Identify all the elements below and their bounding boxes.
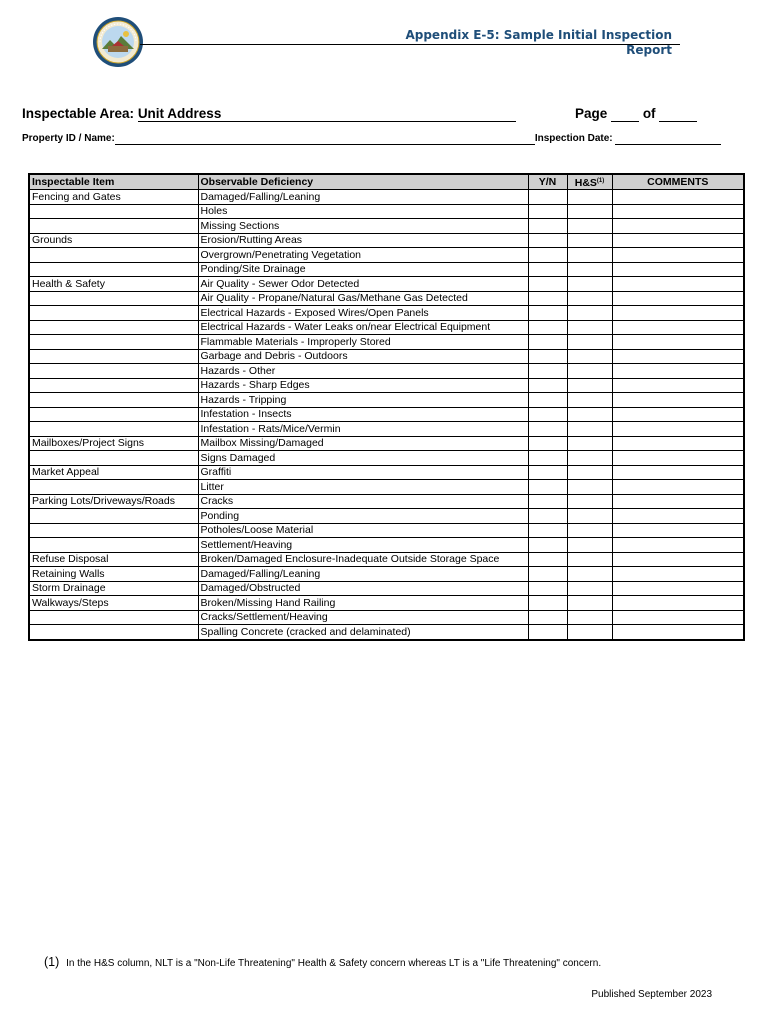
table-row (29, 407, 744, 422)
item-cell (29, 451, 198, 466)
deficiency-cell: Hazards - Sharp Edges (198, 378, 528, 393)
page-of-label: of (642, 106, 656, 121)
item-cell (29, 625, 198, 640)
property-id-label: Property ID / Name: (22, 133, 115, 144)
yn-cell[interactable] (528, 277, 567, 292)
header-hs (567, 174, 612, 190)
yn-cell[interactable] (528, 219, 567, 234)
hs-cell[interactable] (567, 610, 612, 625)
yn-cell[interactable] (528, 335, 567, 350)
table-row (29, 538, 744, 553)
yn-cell[interactable] (528, 364, 567, 379)
item-cell (29, 335, 198, 350)
comments-cell[interactable] (612, 436, 744, 451)
page-label: Page (575, 106, 608, 121)
header-observable-deficiency: Observable Deficiency (198, 174, 528, 190)
comments-cell[interactable] (612, 581, 744, 596)
item-cell (29, 538, 198, 553)
table-row (29, 219, 744, 234)
item-cell (29, 480, 198, 495)
comments-cell[interactable] (612, 567, 744, 582)
hs-cell[interactable] (567, 378, 612, 393)
item-cell: Fencing and Gates (29, 190, 198, 205)
comments-cell[interactable] (612, 277, 744, 292)
yn-cell[interactable] (528, 393, 567, 408)
comments-cell[interactable] (612, 610, 744, 625)
item-cell (29, 393, 198, 408)
table-row (29, 451, 744, 466)
hs-cell[interactable] (567, 494, 612, 509)
header-hs-footnote-ref: (1) (596, 178, 605, 184)
item-cell (29, 349, 198, 364)
table-row (29, 567, 744, 582)
hs-cell[interactable] (567, 190, 612, 205)
hs-cell[interactable] (567, 480, 612, 495)
item-cell: Health & Safety (29, 277, 198, 292)
table-row (29, 523, 744, 538)
comments-cell[interactable] (612, 190, 744, 205)
deficiency-cell: Spalling Concrete (cracked and delaminated) (198, 625, 528, 640)
yn-cell[interactable] (528, 233, 567, 248)
yn-cell[interactable] (528, 509, 567, 524)
yn-cell[interactable] (528, 190, 567, 205)
table-row (29, 494, 744, 509)
yn-cell[interactable] (528, 320, 567, 335)
item-cell: Market Appeal (29, 465, 198, 480)
table-row (29, 306, 744, 321)
comments-cell[interactable] (612, 523, 744, 538)
deficiency-cell: Hazards - Other (198, 364, 528, 379)
hs-cell[interactable] (567, 538, 612, 553)
yn-cell[interactable] (528, 610, 567, 625)
page-number-field[interactable] (611, 106, 639, 122)
inspectable-area-field[interactable]: Unit Address (138, 106, 516, 122)
deficiency-cell: Potholes/Loose Material (198, 523, 528, 538)
yn-cell[interactable] (528, 625, 567, 640)
header-inspectable-item: Inspectable Item (29, 174, 198, 190)
item-cell: Parking Lots/Driveways/Roads (29, 494, 198, 509)
table-row (29, 291, 744, 306)
deficiency-cell: Graffiti (198, 465, 528, 480)
hs-cell[interactable] (567, 436, 612, 451)
item-cell: Walkways/Steps (29, 596, 198, 611)
published-date: Published September 2023 (591, 989, 712, 1000)
property-id-field[interactable] (115, 133, 535, 145)
deficiency-cell: Broken/Missing Hand Railing (198, 596, 528, 611)
deficiency-cell: Signs Damaged (198, 451, 528, 466)
hs-cell[interactable] (567, 219, 612, 234)
deficiency-cell: Infestation - Insects (198, 407, 528, 422)
yn-cell[interactable] (528, 262, 567, 277)
inspection-date-label: Inspection Date: (534, 133, 613, 144)
item-cell: Refuse Disposal (29, 552, 198, 567)
hs-cell[interactable] (567, 306, 612, 321)
hs-cell[interactable] (567, 349, 612, 364)
item-cell (29, 291, 198, 306)
item-cell (29, 262, 198, 277)
table-row (29, 335, 744, 350)
inspectable-area-line (22, 106, 516, 122)
table-row (29, 364, 744, 379)
document-title (332, 28, 672, 58)
hs-cell[interactable] (567, 465, 612, 480)
deficiency-cell: Broken/Damaged Enclosure-Inadequate Outside Storage Space (198, 552, 528, 567)
comments-cell[interactable] (612, 596, 744, 611)
item-cell (29, 523, 198, 538)
footnote-number: (1) (44, 955, 60, 969)
hs-cell[interactable] (567, 567, 612, 582)
table-row (29, 552, 744, 567)
comments-cell[interactable] (612, 233, 744, 248)
deficiency-cell: Infestation - Rats/Mice/Vermin (198, 422, 528, 437)
comments-cell[interactable] (612, 306, 744, 321)
footnote (44, 955, 601, 969)
yn-cell[interactable] (528, 306, 567, 321)
item-cell: Retaining Walls (29, 567, 198, 582)
comments-cell[interactable] (612, 291, 744, 306)
footnote-text: In the H&S column, NLT is a "Non-Life Threatening" Health & Safety concern whereas LT is a "Life Threatening" concern. (66, 958, 602, 969)
comments-cell[interactable] (612, 248, 744, 263)
yn-cell[interactable] (528, 523, 567, 538)
comments-cell[interactable] (612, 625, 744, 640)
yn-cell[interactable] (528, 248, 567, 263)
deficiency-cell: Flammable Materials - Improperly Stored (198, 335, 528, 350)
hs-cell[interactable] (567, 335, 612, 350)
deficiency-cell: Erosion/Rutting Areas (198, 233, 528, 248)
hs-cell[interactable] (567, 393, 612, 408)
deficiency-cell: Garbage and Debris - Outdoors (198, 349, 528, 364)
hs-cell[interactable] (567, 596, 612, 611)
comments-cell[interactable] (612, 378, 744, 393)
page-number-line (575, 106, 697, 122)
hs-cell[interactable] (567, 364, 612, 379)
hs-cell[interactable] (567, 581, 612, 596)
hs-cell[interactable] (567, 233, 612, 248)
yn-cell[interactable] (528, 291, 567, 306)
item-cell (29, 219, 198, 234)
table-row (29, 233, 744, 248)
table-row (29, 596, 744, 611)
comments-cell[interactable] (612, 465, 744, 480)
item-cell (29, 248, 198, 263)
page-total-field[interactable] (659, 106, 697, 122)
comments-cell[interactable] (612, 262, 744, 277)
yn-cell[interactable] (528, 378, 567, 393)
deficiency-cell: Overgrown/Penetrating Vegetation (198, 248, 528, 263)
hs-cell[interactable] (567, 291, 612, 306)
comments-cell[interactable] (612, 219, 744, 234)
comments-cell[interactable] (612, 538, 744, 553)
item-cell (29, 364, 198, 379)
table-row (29, 277, 744, 292)
hs-cell[interactable] (567, 509, 612, 524)
item-cell (29, 407, 198, 422)
table-row (29, 625, 744, 640)
item-cell (29, 610, 198, 625)
title-line-2: Report (626, 43, 672, 57)
comments-cell[interactable] (612, 393, 744, 408)
yn-cell[interactable] (528, 581, 567, 596)
deficiency-cell: Mailbox Missing/Damaged (198, 436, 528, 451)
deficiency-cell: Damaged/Falling/Leaning (198, 190, 528, 205)
comments-cell[interactable] (612, 349, 744, 364)
deficiency-cell: Electrical Hazards - Water Leaks on/near Electrical Equipment (198, 320, 528, 335)
deficiency-cell: Ponding/Site Drainage (198, 262, 528, 277)
hs-cell[interactable] (567, 451, 612, 466)
hs-cell[interactable] (567, 320, 612, 335)
deficiency-cell: Ponding (198, 509, 528, 524)
table-row (29, 480, 744, 495)
inspectable-area-label: Inspectable Area: (22, 106, 135, 121)
property-line (22, 133, 748, 145)
table-row (29, 262, 744, 277)
yn-cell[interactable] (528, 422, 567, 437)
deficiency-cell: Holes (198, 204, 528, 219)
comments-cell[interactable] (612, 509, 744, 524)
comments-cell[interactable] (612, 494, 744, 509)
table-row (29, 465, 744, 480)
hs-cell[interactable] (567, 248, 612, 263)
comments-cell[interactable] (612, 480, 744, 495)
yn-cell[interactable] (528, 349, 567, 364)
yn-cell[interactable] (528, 451, 567, 466)
comments-cell[interactable] (612, 364, 744, 379)
table-body (29, 190, 744, 640)
deficiency-cell: Settlement/Heaving (198, 538, 528, 553)
hs-cell[interactable] (567, 204, 612, 219)
item-cell: Grounds (29, 233, 198, 248)
hs-cell[interactable] (567, 523, 612, 538)
deficiency-cell: Air Quality - Propane/Natural Gas/Methane Gas Detected (198, 291, 528, 306)
table-row (29, 422, 744, 437)
item-cell (29, 422, 198, 437)
hs-cell[interactable] (567, 262, 612, 277)
comments-cell[interactable] (612, 335, 744, 350)
deficiency-cell: Hazards - Tripping (198, 393, 528, 408)
hs-cell[interactable] (567, 277, 612, 292)
hs-cell[interactable] (567, 552, 612, 567)
comments-cell[interactable] (612, 552, 744, 567)
table-row (29, 378, 744, 393)
yn-cell[interactable] (528, 465, 567, 480)
inspection-date-field[interactable] (615, 133, 721, 145)
hs-cell[interactable] (567, 625, 612, 640)
yn-cell[interactable] (528, 204, 567, 219)
table-row (29, 581, 744, 596)
item-cell (29, 320, 198, 335)
deficiency-cell: Electrical Hazards - Exposed Wires/Open Panels (198, 306, 528, 321)
yn-cell[interactable] (528, 480, 567, 495)
yn-cell[interactable] (528, 538, 567, 553)
table-row (29, 610, 744, 625)
deficiency-cell: Cracks/Settlement/Heaving (198, 610, 528, 625)
table-row (29, 204, 744, 219)
header-hs-label: H&S (574, 177, 597, 189)
yn-cell[interactable] (528, 552, 567, 567)
yn-cell[interactable] (528, 494, 567, 509)
comments-cell[interactable] (612, 422, 744, 437)
yn-cell[interactable] (528, 567, 567, 582)
deficiency-cell: Air Quality - Sewer Odor Detected (198, 277, 528, 292)
inspection-table (28, 173, 745, 641)
table-row (29, 190, 744, 205)
table-row (29, 393, 744, 408)
item-cell: Mailboxes/Project Signs (29, 436, 198, 451)
table-row (29, 436, 744, 451)
item-cell (29, 509, 198, 524)
deficiency-cell: Damaged/Falling/Leaning (198, 567, 528, 582)
title-line-1: Appendix E-5: Sample Initial Inspection (405, 28, 672, 42)
table-row (29, 349, 744, 364)
hs-cell[interactable] (567, 407, 612, 422)
deficiency-cell: Litter (198, 480, 528, 495)
deficiency-cell: Cracks (198, 494, 528, 509)
header-comments: COMMENTS (612, 174, 744, 190)
deficiency-cell: Damaged/Obstructed (198, 581, 528, 596)
comments-cell[interactable] (612, 451, 744, 466)
hs-cell[interactable] (567, 422, 612, 437)
item-cell (29, 378, 198, 393)
comments-cell[interactable] (612, 204, 744, 219)
comments-cell[interactable] (612, 407, 744, 422)
deficiency-cell: Missing Sections (198, 219, 528, 234)
item-cell: Storm Drainage (29, 581, 198, 596)
comments-cell[interactable] (612, 320, 744, 335)
yn-cell[interactable] (528, 436, 567, 451)
table-row (29, 320, 744, 335)
item-cell (29, 306, 198, 321)
state-seal-logo (92, 16, 144, 68)
yn-cell[interactable] (528, 596, 567, 611)
table-row (29, 509, 744, 524)
yn-cell[interactable] (528, 407, 567, 422)
table-header-row (29, 174, 744, 190)
table-row (29, 248, 744, 263)
item-cell (29, 204, 198, 219)
header-yn: Y/N (528, 174, 567, 190)
